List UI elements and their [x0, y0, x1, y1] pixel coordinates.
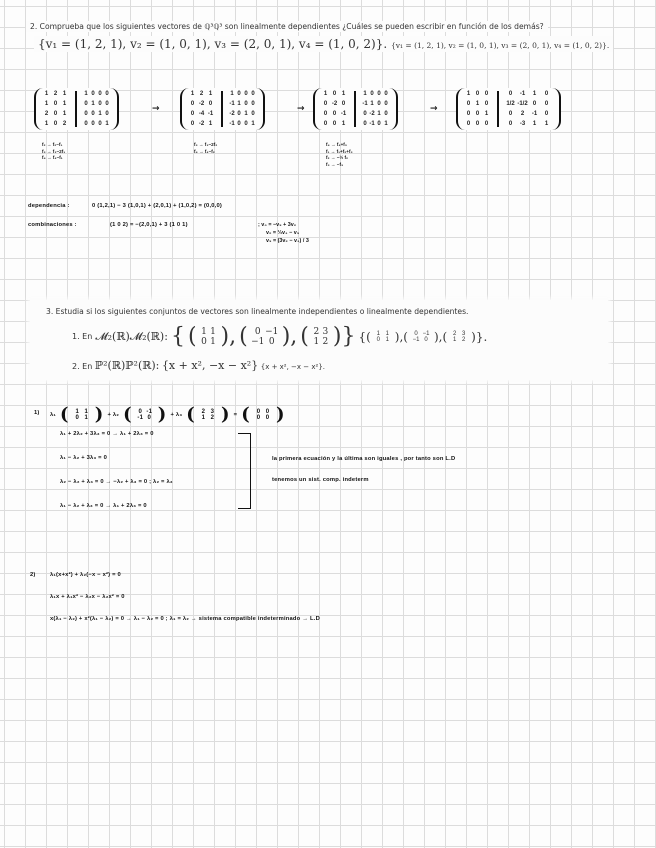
dependencia-expression: 0 (1,2,1) − 3 (1,0,1) + (2,0,1) + (1,0,2) = (0,0,0) [92, 203, 223, 209]
matrix-cell: 1 [44, 91, 49, 97]
matrix-cell: 1 [244, 111, 248, 117]
matrix-cell: 0 [91, 111, 95, 117]
matrix-cell: 1 [323, 91, 328, 97]
combinaciones-results: ; v₄ = −v₃ + 3v₂ v₂ = ⅓v₄ − v₃ v₃ = (3v₂ − v₄) / 3 [258, 222, 309, 244]
matrix-cell: 0 [508, 111, 513, 117]
part-2-row-3: x(λ₁ − λ₂) + x²(λ₁ − λ₂) = 0 → λ₁ − λ₂ = 0 ; λ₁ = λ₂ → sistema compatible indeterminado → L.D [50, 616, 320, 622]
matrix-cell: 0 [532, 101, 537, 107]
matrix-cell: 1 [208, 91, 213, 97]
arrow-icon: → [430, 104, 438, 114]
question-2-title: 2. Comprueba que los siguientes vectores de ℚ³ℚ³ son linealmente dependientes ¿Cuáles se pueden escribir en función de los demás? [26, 21, 548, 32]
matrix-cell: 1 [532, 91, 537, 97]
matrix-cell: 1 [105, 121, 109, 127]
matrix-cell: 1 [370, 101, 374, 107]
matrix-cell: 1 [190, 91, 195, 97]
matrix-cell: 0 [190, 111, 195, 117]
part-2-row-1: λ₁(x+x²) + λ₂(−x − x²) = 0 [50, 572, 121, 578]
matrix-cell: 1 [208, 121, 213, 127]
question-3-item-2 [72, 359, 325, 372]
matrix-cell: 0 [384, 91, 388, 97]
matrix-cell: 1 [62, 111, 67, 117]
matrix-cell: 1 [44, 101, 49, 107]
matrix-cell: 0 [377, 91, 381, 97]
matrix-cell: 0 [237, 91, 241, 97]
part-2-label: 2) [30, 572, 36, 578]
matrix-cell: 0 [332, 121, 337, 127]
matrix-cell: 0 [251, 111, 255, 117]
matrix-cell: 0 [53, 121, 58, 127]
matrix-cell: 0 [53, 111, 58, 117]
matrix-cell: 0 [237, 121, 241, 127]
arrow-icon: → [297, 104, 305, 114]
matrix-cell: 1 [237, 101, 241, 107]
matrix-cell: 0 [341, 101, 346, 107]
augmented-matrix-4 [456, 88, 561, 130]
matrix-cell: 0 [475, 91, 480, 97]
matrix-cell: -2 [198, 121, 205, 127]
matrix-a: 1 1 0 1 [201, 326, 216, 347]
matrix-cell: 0 [190, 101, 195, 107]
matrix-cell: 1 [484, 111, 489, 117]
matrix-cell: 2 [62, 121, 67, 127]
augmented-matrix-1 [34, 88, 119, 130]
question-2-formula: {v₁ = (1, 2, 1), v₂ = (1, 0, 1), v₃ = (2, 0, 1), v₄ = (1, 0, 2)}. [38, 37, 388, 51]
matrix-cell: 1 [475, 101, 480, 107]
matrix-cell: 0 [244, 101, 248, 107]
matrix-cell: 0 [332, 111, 337, 117]
combinaciones-expression: (1 0 2) = −(2,0,1) + 3 (1 0 1) [110, 222, 188, 228]
matrix-cell: -1 [229, 121, 235, 127]
row-operations-3: f₄ → f₄+f₃ f₁ → f₁+f₂+f₃ f₂ → −½ f₂ f₃ → −f₃ [326, 142, 353, 167]
matrix-cell: 0 [53, 101, 58, 107]
part-1-note-2: tenemos un sist. comp. indeterm [272, 477, 369, 483]
matrix-cell: 0 [105, 91, 109, 97]
matrix-cell: 0 [237, 111, 241, 117]
matrix-cell: 1 [62, 91, 67, 97]
part-1-equation: λ₁ ( 1 1 0 1 ) + λ₂ ( 0 -1 -1 0 ) + λ₃ ( 2 3 1 2 ) = ( 0 0 0 0 ) [50, 404, 285, 425]
matrix-cell: 1 [44, 121, 49, 127]
row-operations-2: f₃ → f₃−2f₂ f₄ → f₄−f₂ [194, 142, 218, 154]
matrix-cell: 1 [363, 91, 367, 97]
matrix-cell: 0 [484, 91, 489, 97]
matrix-cell: 0 [251, 101, 255, 107]
matrix-cell: 0 [84, 121, 88, 127]
item-2-space: ℙ²(ℝ)ℙ²(ℝ): [94, 359, 160, 372]
matrix-cell: -1/2 [517, 101, 528, 107]
matrix-cell: 0 [84, 101, 88, 107]
item-2-set: {x + x², −x − x²} [161, 359, 259, 372]
question-3-item-1: 1. En 𝓜₂(ℝ)𝓜₂(ℝ): { ( 1 1 0 1 ), ( 0 −1 −1 0 ), ( 2 3 1 2 )} {( 1 1 0 1 ),( 0 −1 −1 0 ),( 2 3 1 2 )}. [72, 324, 488, 349]
matrix-cell: 0 [251, 91, 255, 97]
matrix-cell: 1 [377, 111, 381, 117]
part-1-note-1: la primera ecuación y la última son iguales , por tanto son L.D [272, 456, 456, 462]
matrix-cell: 1 [341, 121, 346, 127]
matrix-cell: 0 [377, 101, 381, 107]
matrix-cell: 1 [251, 121, 255, 127]
dependencia-label: dependencia : [28, 203, 70, 209]
augmented-matrix-3 [313, 88, 398, 130]
matrix-cell: 0 [105, 111, 109, 117]
matrix-cell: 0 [84, 111, 88, 117]
matrix-cell: 0 [363, 121, 367, 127]
matrix-b-small: 0 −1 −1 0 [412, 330, 430, 343]
matrix-cell: 0 [475, 121, 480, 127]
matrix-cell: 0 [105, 101, 109, 107]
matrix-cell: 1 [230, 91, 234, 97]
matrix-cell: 1 [532, 121, 537, 127]
matrix-cell: -2 [229, 111, 235, 117]
matrix-cell: 0 [484, 121, 489, 127]
matrix-cell: 0 [323, 121, 328, 127]
matrix-cell: 0 [98, 91, 102, 97]
system-bracket [238, 433, 251, 509]
item-1-space: 𝓜₂(ℝ)𝓜₂(ℝ): [95, 329, 168, 343]
matrix-cell: -1 [229, 101, 235, 107]
matrix-cell: 0 [244, 91, 248, 97]
augmented-matrix-2 [180, 88, 265, 130]
matrix-cell: 1 [544, 121, 549, 127]
matrix-cell: 0 [466, 111, 471, 117]
matrix-cell: -2 [198, 101, 205, 107]
matrix-b: 0 −1 −1 0 [251, 326, 279, 347]
matrix-cell: 1 [84, 91, 88, 97]
matrix-cell: 0 [91, 91, 95, 97]
part-1-row-4: λ₁ − λ₂ + λ₃ = 0 → λ₁ + 2λ₃ = 0 [60, 503, 147, 509]
part-1-row-3: λ₂ − λ₂ + λ₃ = 0 → −λ₂ + λ₃ = 0 ; λ₂ = λ₃ [60, 479, 173, 485]
question-3-title: 3. Estudia si los siguientes conjuntos de vectores son linealmente independientes o linealmente dependientes. [46, 307, 469, 316]
matrix-cell: 0 [508, 121, 513, 127]
matrix-cell: -4 [198, 111, 205, 117]
part-1-row-2: λ₁ − λ₂ + 3λ₃ = 0 [60, 455, 107, 461]
matrix-cell: 0 [190, 121, 195, 127]
matrix-cell: 0 [544, 91, 549, 97]
matrix-cell: 2 [199, 91, 204, 97]
matrix-cell: 1 [341, 91, 346, 97]
matrix-cell: -1 [531, 111, 538, 117]
matrix-cell: -1 [519, 91, 526, 97]
matrix-cell: 0 [475, 111, 480, 117]
matrix-cell: 0 [370, 91, 374, 97]
matrix-cell: 0 [384, 101, 388, 107]
matrix-cell: 1 [466, 91, 471, 97]
row-operations-1: f₂ → f₂−f₁ f₃ → f₃−2f₁ f₄ → f₄−f₁ [42, 142, 66, 160]
matrix-cell: 1 [98, 111, 102, 117]
matrix-cell: -2 [369, 111, 375, 117]
matrix-cell: 0 [208, 101, 213, 107]
matrix-c: 2 3 1 2 [313, 326, 329, 347]
matrix-cell: 0 [544, 111, 549, 117]
matrix-cell: 0 [98, 101, 102, 107]
matrix-cell: -1 [207, 111, 214, 117]
matrix-cell: -1 [362, 101, 368, 107]
part-1-row-1: λ₁ + 2λ₂ + 3λ₃ = 0 → λ₁ + 2λ₃ = 0 [60, 431, 154, 437]
matrix-cell: 0 [466, 121, 471, 127]
matrix-c-small: 2 3 1 2 [453, 330, 466, 343]
matrix-cell: 0 [363, 111, 367, 117]
item-2-set-duplicate: {x + x², −x − x²}. [260, 363, 326, 371]
matrix-cell: 0 [91, 121, 95, 127]
matrix-cell: -1 [340, 111, 347, 117]
matrix-cell: 0 [484, 101, 489, 107]
part-2-row-2: λ₁x + λ₁x² − λ₂x − λ₂x² = 0 [50, 594, 125, 600]
matrix-cell: 0 [244, 121, 248, 127]
part-1-label: 1) [34, 410, 40, 416]
matrix-cell: 0 [384, 111, 388, 117]
combinaciones-label: combinaciones : [28, 222, 77, 228]
matrix-cell: 1/2 [506, 101, 515, 107]
item-1-prefix: 1. En [72, 332, 93, 341]
matrix-cell: -1 [369, 121, 375, 127]
question-2-formula-duplicate: {v₁ = (1, 2, 1), v₂ = (1, 0, 1), v₃ = (2, 0, 1), v₄ = (1, 0, 2)}. [391, 41, 610, 50]
matrix-cell: 0 [508, 91, 513, 97]
matrix-cell: 2 [44, 111, 49, 117]
matrix-cell: -3 [519, 121, 526, 127]
matrix-cell: 1 [91, 101, 95, 107]
question-2-vector-set [34, 36, 613, 52]
matrix-cell: -2 [331, 101, 338, 107]
matrix-cell: 1 [384, 121, 388, 127]
matrix-cell: 0 [323, 111, 328, 117]
matrix-cell: 0 [377, 121, 381, 127]
matrix-cell: 2 [53, 91, 58, 97]
matrix-cell: 0 [98, 121, 102, 127]
brace-open-icon: { [170, 324, 185, 349]
item-2-prefix: 2. En [72, 362, 93, 371]
matrix-cell: 0 [466, 101, 471, 107]
arrow-icon: → [152, 104, 160, 114]
matrix-cell: 0 [332, 91, 337, 97]
matrix-cell: 0 [323, 101, 328, 107]
matrix-cell: 2 [520, 111, 525, 117]
matrix-cell: 1 [62, 101, 67, 107]
matrix-cell: 0 [544, 101, 549, 107]
matrix-a-small: 1 1 0 1 [376, 330, 389, 343]
